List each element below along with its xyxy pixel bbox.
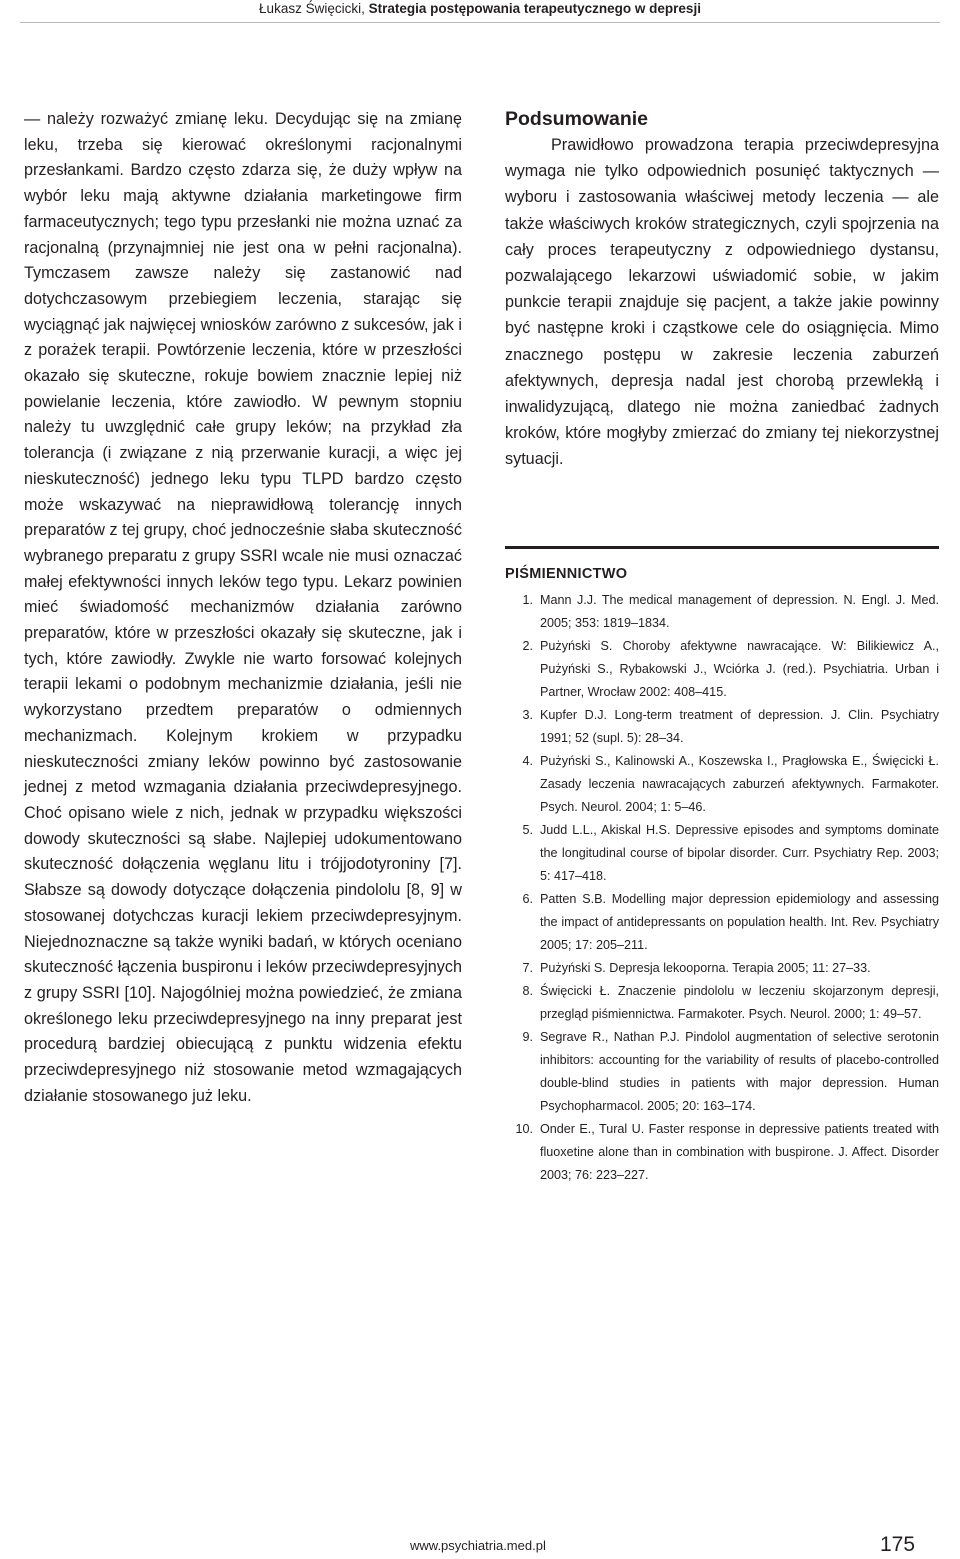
reference-number: 4. [522,754,533,768]
reference-number: 9. [522,1030,533,1044]
reference-number: 8. [522,984,533,998]
page-number: 175 [880,1533,916,1556]
reference-item [505,819,939,888]
reference-item [505,750,939,819]
references-list [505,589,939,1187]
reference-number: 7. [522,961,533,975]
reference-item [505,635,939,704]
reference-item [505,1118,939,1187]
reference-number: 5. [522,823,533,837]
right-column [505,107,939,473]
reference-text: Kupfer D.J. Long-term treatment of depression. J. Clin. Psychiatry 1991; 52 (supl. 5): 28–34. [540,708,939,745]
reference-item [505,1026,939,1118]
reference-number: 10. [515,1122,533,1136]
reference-item [505,704,939,750]
reference-text: Judd L.L., Akiskal H.S. Depressive episodes and symptoms dominate the longitudinal course of bipolar disorder. Curr. Psychiatry Rep. 2003; 5: 417–418. [540,823,939,883]
reference-text: Onder E., Tural U. Faster response in depressive patients treated with fluoxetine alone than in combination with buspirone. J. Affect. Disorder 2003; 76: 223–227. [540,1122,939,1182]
reference-number: 1. [522,593,533,607]
header-title: Strategia postępowania terapeutycznego w depresji [368,1,701,16]
summary-heading: Podsumowanie [505,108,649,130]
reference-text: Święcicki Ł. Znaczenie pindololu w leczeniu skojarzonym depresji, przegląd piśmiennictwa. Farmakoter. Psych. Neurol. 2000; 1: 49–57. [540,984,939,1021]
reference-text: Pużyński S. Depresja lekooporna. Terapia 2005; 11: 27–33. [540,961,871,975]
reference-number: 6. [522,892,533,906]
reference-text: Pużyński S., Kalinowski A., Koszewska I., Pragłowska E., Święcicki Ł. Zasady leczenia nawracających zaburzeń afektywnych. Farmakoter. Psych. Neurol. 2004; 1: 5–46. [540,754,939,814]
footer-url: www.psychiatria.med.pl [410,1538,546,1553]
reference-item [505,589,939,635]
references-heading: PIŚMIENNICTWO [505,566,628,582]
reference-item [505,957,939,980]
reference-item [505,888,939,957]
references-divider [505,546,939,549]
reference-item [505,980,939,1026]
reference-number: 2. [522,639,533,653]
body-paragraph: — należy rozważyć zmianę leku. Decydując się na zmianę leku, trzeba się kierować określonymi racjonalnymi przesłankami. Bardzo często zdarza się, że duży wpływ na wybór leku mają aktywne działania marketingowe firm farmaceutycznych; tego typu przesłanki nie można uznać za racjonalną (przynajmniej nie jest ona w pełni racjonalna). Tymczasem zawsze należy się zastanowić nad dotychczasowym przebiegiem leczenia, starając się wyciągnąć jak najwięcej wniosków zarówno z sukcesów, jak i z porażek terapii. Powtórzenie leczenia, które w przeszłości okazało się skuteczne, rokuje bowiem znacznie lepiej niż powielanie leczenia, które zawiodło. W pewnym stopniu należy tu uwzględnić całe grupy leków; na przykład zła tolerancja (i związane z nią przerwanie kuracji, a więc jej nieskuteczność) jednego leku typu TLPD bardzo często może wskazywać na nieprawidłową tolerancję innych preparatów z tej grupy, choć jednocześnie słaba skuteczność wybranego preparatu z grupy SSRI wcale nie musi oznaczać małej efektywności innych leków tego typu. Lekarz powinien mieć świadomość mechanizmów działania zarówno preparatów, które w przeszłości okazały się skuteczne, jak i tych, które zawiodły. Zwykle nie warto forsować kolejnych terapii lekami o podobnym mechanizmie działania, jeśli nie wykorzystano przedtem preparatów o odmiennych mechanizmach. Kolejnym krokiem w przypadku nieskuteczności zmiany leków powinno być zastosowanie jednej z metod wzmagania działania przeciwdepresyjnego. Choć opisano wiele z nich, jednak w przypadku większości dowody skuteczności są słabe. Najlepiej udokumentowano skuteczność dołączenia węglanu litu i trójjodotyroniny [7]. Słabsze są dowody dotyczące dołączenia pindololu [8, 9] w stosowanej dotychczas kuracji lekiem przeciwdepresyjnym. Niejednoznaczne są także wyniki badań, w których oceniano skuteczność łączenia buspironu i leków przeciwdepresyjnych z grupy SSRI [10]. Najogólniej można powiedzieć, że zmiana określonego leku przeciwdepresyjnego na inny preparat jest procedurą bardziej obiecującą z punktu widzenia efektu przeciwdepresyjnego niż stosowanie metod wzmagających działanie stosowanego już leku. [24,110,462,1105]
header-divider [20,22,940,23]
reference-text: Patten S.B. Modelling major depression epidemiology and assessing the impact of antidepressants on population health. Int. Rev. Psychiatry 2005; 17: 205–211. [540,892,939,952]
running-header [0,0,960,20]
summary-paragraph: Prawidłowo prowadzona terapia przeciwdepresyjna wymaga nie tylko odpowiednich posunięć taktycznych — wyboru i zastosowania właściwej metody leczenia — ale także właściwych kroków strategicznych, czyli spojrzenia na cały proces terapeutyczny z odpowiedniego dystansu, pozwalającego lekarzowi uświadomić sobie, w jakim punkcie terapii znajduje się pacjent, a także jakie powinny być następne kroki i cząstkowe cele do osiągnięcia. Mimo znacznego postępu w zakresie leczenia zaburzeń afektywnych, depresja nadal jest chorobą przewlekłą i inwalidyzującą, dlatego nie można zaniedbać żadnych kroków, które mogłyby zmierzać do zmiany tej niekorzystnej sytuacji. [505,136,939,469]
header-author: Łukasz Święcicki, [259,1,365,16]
reference-text: Pużyński S. Choroby afektywne nawracające. W: Bilikiewicz A., Pużyński S., Rybakowski J., Wciórka J. (red.). Psychiatria. Urban i Partner, Wrocław 2002: 408–415. [540,639,939,699]
reference-number: 3. [522,708,533,722]
reference-text: Segrave R., Nathan P.J. Pindolol augmentation of selective serotonin inhibitors: accounting for the variability of results of placebo-controlled double-blind studies in patients with major depression. Human Psychopharmacol. 2005; 20: 163–174. [540,1030,939,1113]
left-column [24,107,462,1109]
reference-text: Mann J.J. The medical management of depression. N. Engl. J. Med. 2005; 353: 1819–1834. [540,593,939,630]
